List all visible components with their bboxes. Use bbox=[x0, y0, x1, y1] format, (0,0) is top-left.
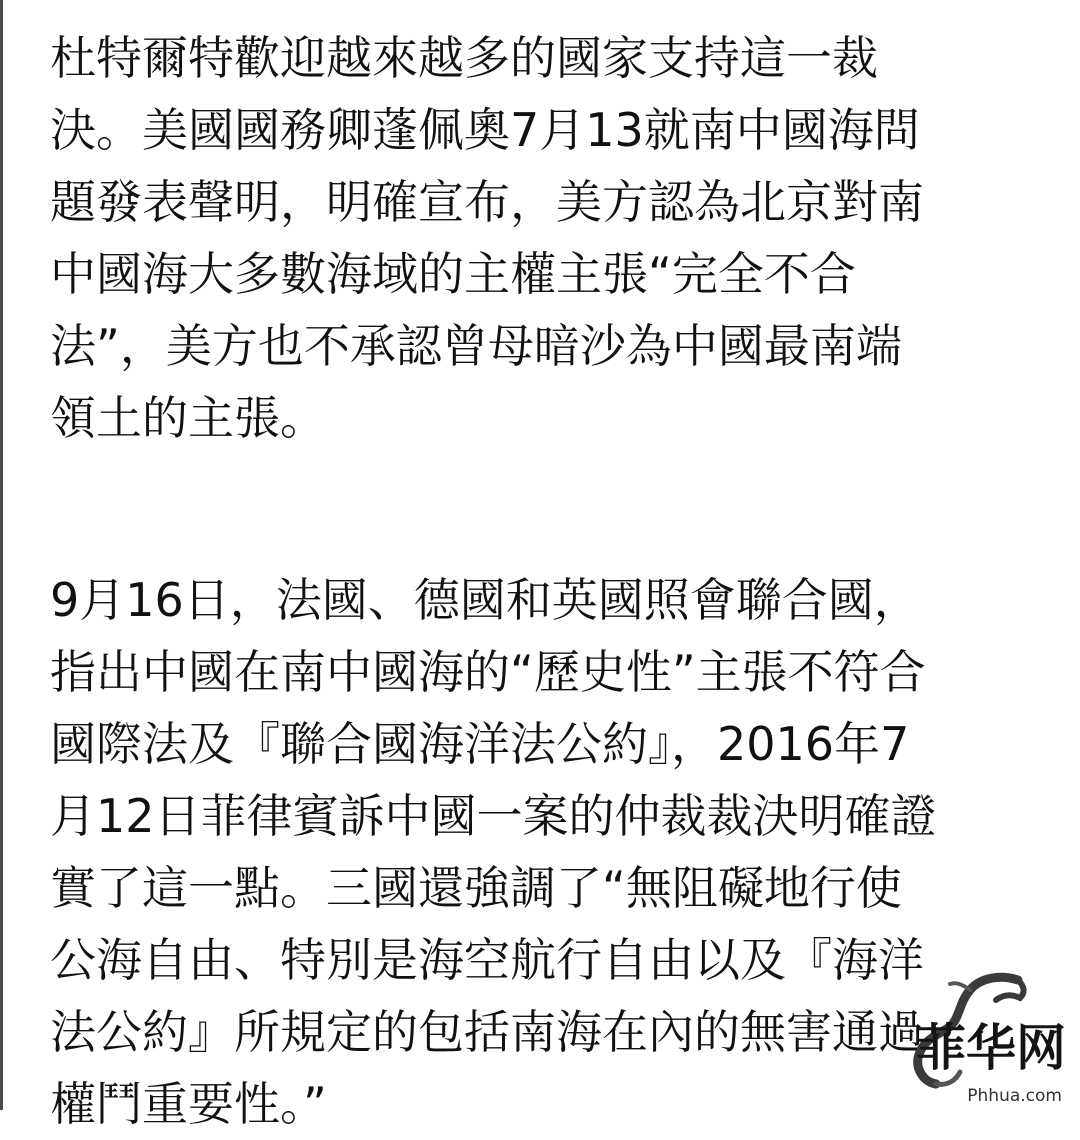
text-line: 月12日菲律賓訴中國一案的仲裁裁決明確證 bbox=[50, 789, 937, 843]
watermark-url: Phhua.com bbox=[967, 1086, 1062, 1106]
paragraph-1 bbox=[50, 22, 1040, 454]
text-line: 實了這一點。三國還強調了“無阻礙地行使 bbox=[50, 861, 902, 915]
watermark-logo-text: 菲华网 bbox=[916, 1018, 1066, 1077]
text-line: 指出中國在南中國海的“歷史性”主張不符合 bbox=[50, 645, 926, 699]
text-line: 國際法及『聯合國海洋法公約』，2016年7 bbox=[50, 717, 910, 771]
text-line: 法”，美方也不承認曾母暗沙為中國最南端 bbox=[50, 319, 902, 373]
text-line: 題發表聲明，明確宣布，美方認為北京對南 bbox=[50, 175, 924, 229]
paragraph-spacer bbox=[50, 454, 1040, 564]
text-line: 9月16日，法國、德國和英國照會聯合國， bbox=[50, 573, 920, 627]
site-watermark bbox=[890, 960, 1080, 1110]
text-line: 杜特爾特歡迎越來越多的國家支持這一裁 bbox=[50, 31, 878, 85]
left-border bbox=[0, 0, 3, 1110]
text-line: 權鬥重要性。” bbox=[50, 1077, 327, 1131]
text-line: 領土的主張。 bbox=[50, 391, 326, 445]
text-line: 決。美國國務卿蓬佩奧7月13就南中國海問 bbox=[50, 103, 920, 157]
text-line: 法公約』所規定的包括南海在內的無害通過 bbox=[50, 1005, 924, 1059]
text-line: 中國海大多數海域的主權主張“完全不合 bbox=[50, 247, 856, 301]
text-line: 公海自由、特別是海空航行自由以及『海洋 bbox=[50, 933, 924, 987]
